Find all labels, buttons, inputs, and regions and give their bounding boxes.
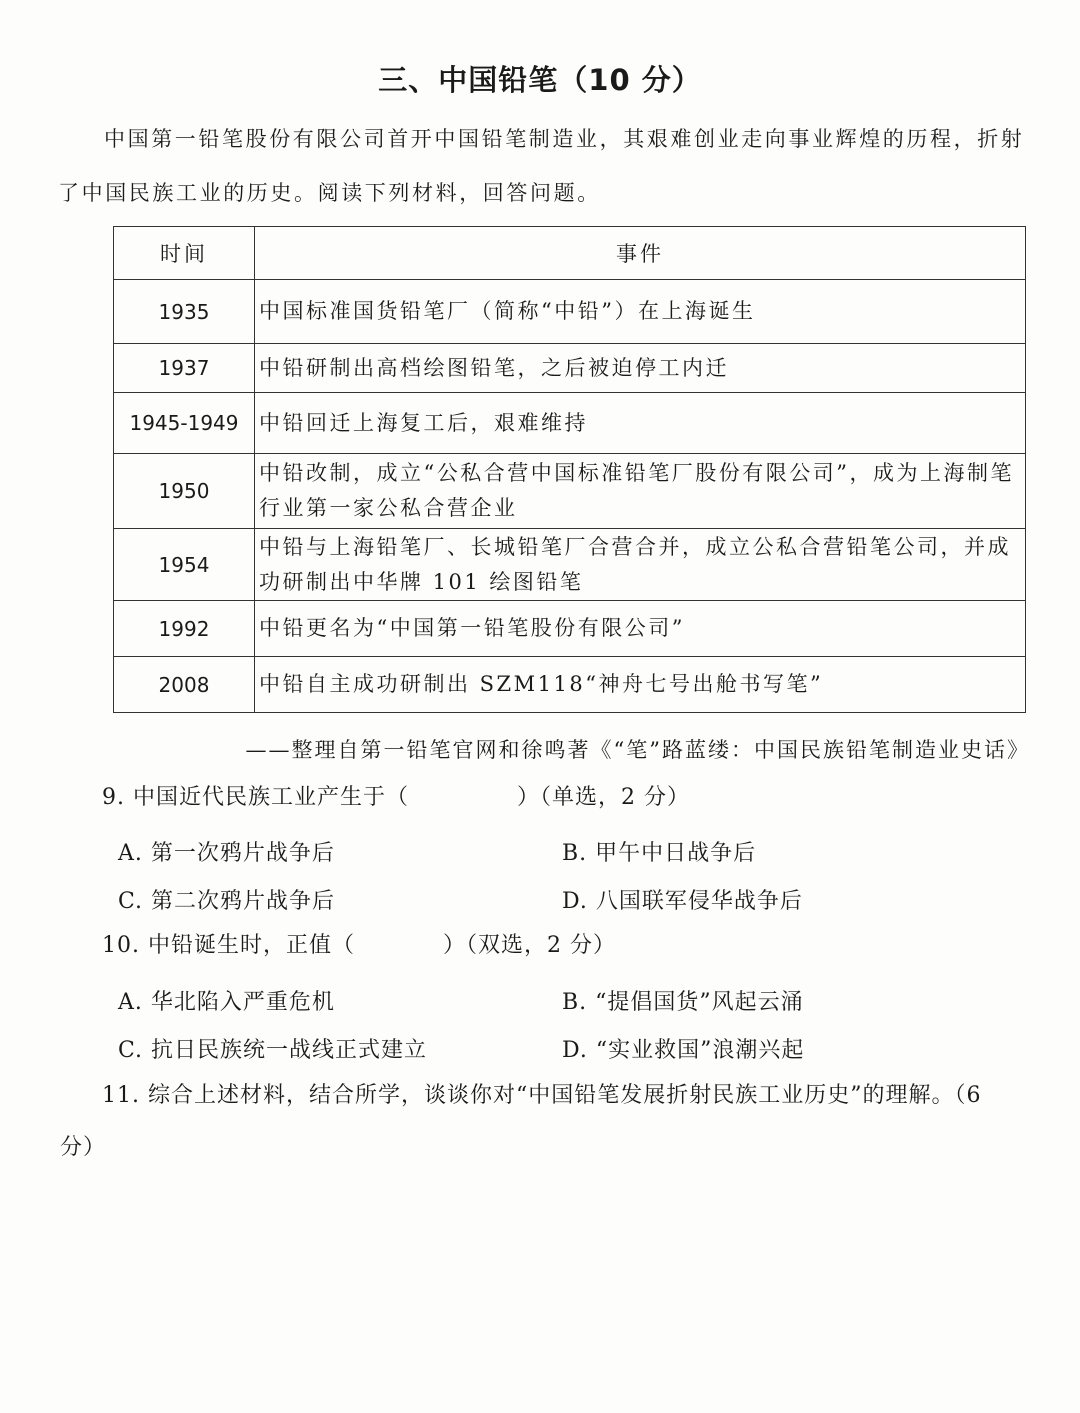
question-11-line1: 11. 综合上述材料，结合所学，谈谈你对“中国铅笔发展折射民族工业历史”的理解。（6 [102,1083,982,1108]
question-stem: 10. 中铅诞生时，正值（ [102,933,355,958]
events-table [113,226,1026,713]
table-row [114,657,1026,713]
table-row [114,280,1026,344]
header-time: 时间 [114,227,255,280]
header-event: 事件 [255,227,1026,280]
row-event: 中铅自主成功研制出 SZM118“神舟七号出舱书写笔” [255,657,1026,713]
row-event: 中铅研制出高档绘图铅笔，之后被迫停工内迁 [255,344,1026,393]
intro-paragraph: 中国第一铅笔股份有限公司首开中国铅笔制造业，其艰难创业走向事业辉煌的历程，折射了中国民族工业的历史。阅读下列材料，回答问题。 [58,127,1025,205]
row-year: 2008 [114,657,255,713]
question-tail: ）（单选，2 分） [516,785,690,810]
option-b: B. “提倡国货”风起云涌 [562,990,804,1015]
option-a: A. 华北陷入严重危机 [118,990,335,1015]
row-year: 1950 [114,454,255,529]
option-d: D. “实业救国”浪潮兴起 [562,1038,805,1063]
row-event: 中铅更名为“中国第一铅笔股份有限公司” [255,601,1026,657]
option-c: C. 第二次鸦片战争后 [118,889,336,914]
row-event: 中铅与上海铅笔厂、长城铅笔厂合营合并，成立公私合营铅笔公司，并成功研制出中华牌 101 绘图铅笔 [255,529,1026,601]
table-row [114,344,1026,393]
table-row [114,529,1026,601]
option-b: B. 甲午中日战争后 [562,841,757,866]
row-event: 中国标准国货铅笔厂（简称“中铅”）在上海诞生 [255,280,1026,344]
question-11-line2: 分） [60,1135,107,1160]
row-year: 1945-1949 [114,393,255,454]
section-title: 三、中国铅笔（10 分） [378,63,702,97]
row-year: 1937 [114,344,255,393]
question-9 [102,780,690,811]
table-row [114,393,1026,454]
row-year: 1954 [114,529,255,601]
question-tail: ）（双选，2 分） [442,933,616,958]
question-stem: 9. 中国近代民族工业产生于（ [102,785,409,810]
table-row [114,454,1026,529]
row-year: 1935 [114,280,255,344]
table-row [114,601,1026,657]
row-year: 1992 [114,601,255,657]
option-a: A. 第一次鸦片战争后 [118,841,335,866]
option-c: C. 抗日民族统一战线正式建立 [118,1038,428,1063]
row-event: 中铅改制，成立“公私合营中国标准铅笔厂股份有限公司”，成为上海制笔行业第一家公私合营企业 [255,454,1026,529]
row-event: 中铅回迁上海复工后，艰难维持 [255,393,1026,454]
table-header-row [114,227,1026,280]
source-note: ——整理自第一铅笔官网和徐鸣著《“笔”路蓝缕：中国民族铅笔制造业史话》 [245,738,1030,762]
question-10 [102,928,616,959]
option-d: D. 八国联军侵华战争后 [562,889,803,914]
